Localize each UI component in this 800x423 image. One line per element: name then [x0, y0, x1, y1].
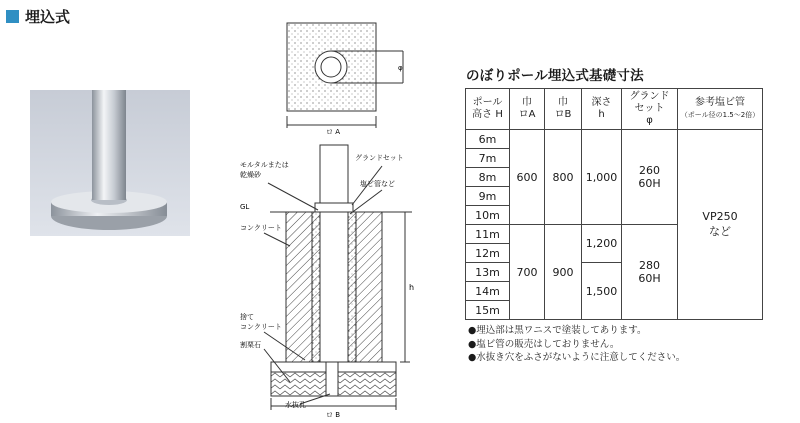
table-cell-b: 800 — [545, 130, 582, 225]
table-cell-height: 6m — [466, 130, 510, 149]
header-depth: 深さ h — [582, 89, 622, 130]
table-cell-a: 600 — [510, 130, 545, 225]
mortar-label: モルタルまたは — [240, 161, 289, 169]
header-ground-set: グランド セット φ — [622, 89, 678, 130]
table-cell-depth: 1,200 — [582, 225, 622, 263]
section-title: 埋込式 — [25, 8, 71, 26]
table-cell-height: 13m — [466, 263, 510, 282]
table-cell-b: 900 — [545, 225, 582, 320]
note-item: ●水抜き穴をふさがないように注意してください。 — [468, 352, 686, 363]
section-marker-icon — [6, 10, 19, 23]
table-cell-height: 9m — [466, 187, 510, 206]
foundation-spec-table — [465, 88, 763, 320]
top-view — [287, 23, 403, 136]
pole-base-photo — [30, 90, 190, 236]
discard-concrete-label-2: コンクリート — [240, 323, 282, 331]
drain-hole-label: 水抜孔 — [285, 401, 306, 409]
concrete-label: コンクリート — [240, 224, 282, 232]
pvc-pipe-label: 塩ビ管など — [360, 180, 395, 188]
table-cell-height: 7m — [466, 149, 510, 168]
top-width-label: ロ A — [326, 128, 341, 136]
section-view — [240, 145, 414, 419]
discard-concrete-label: 捨て — [240, 313, 254, 321]
crushed-stone-label: 割栗石 — [240, 341, 261, 349]
section-header — [6, 6, 70, 27]
depth-label: h — [409, 283, 415, 292]
header-pole-height: ポール 高さ H — [466, 89, 510, 130]
ground-set-label: グランドセット — [355, 154, 404, 162]
table-cell-ref-pipe: VP250 など — [678, 130, 763, 320]
table-cell-height: 11m — [466, 225, 510, 244]
table-cell-depth: 1,000 — [582, 130, 622, 225]
mortar-label-2: 乾燥砂 — [240, 171, 261, 179]
header-ref-pipe: 参考塩ビ管 （ポール径の1.5〜2倍） — [678, 89, 763, 130]
table-cell-a: 700 — [510, 225, 545, 320]
bottom-width-label: ロ B — [326, 411, 341, 419]
table-cell-ground-set: 260 60H — [622, 130, 678, 225]
table-cell-height: 10m — [466, 206, 510, 225]
table-cell-height: 12m — [466, 244, 510, 263]
table-header-row — [466, 89, 763, 130]
note-item: ●塩ビ管の販売はしておりません。 — [468, 338, 620, 350]
notes — [468, 324, 685, 365]
table-cell-ground-set: 280 60H — [622, 225, 678, 320]
table-cell-height: 15m — [466, 301, 510, 320]
header-width-a: 巾 ロA — [510, 89, 545, 130]
table-cell-height: 8m — [466, 168, 510, 187]
gl-label: GL — [240, 203, 250, 211]
table-cell-height: 14m — [466, 282, 510, 301]
note-item: ●埋込部は黒ワニスで塗装してあります。 — [468, 325, 647, 336]
table-cell-depth: 1,500 — [582, 263, 622, 320]
table-title: のぼりポール埋込式基礎寸法 — [466, 68, 644, 84]
top-diameter-label: φ — [398, 64, 403, 72]
foundation-diagram — [232, 0, 456, 423]
header-width-b: 巾 ロB — [545, 89, 582, 130]
